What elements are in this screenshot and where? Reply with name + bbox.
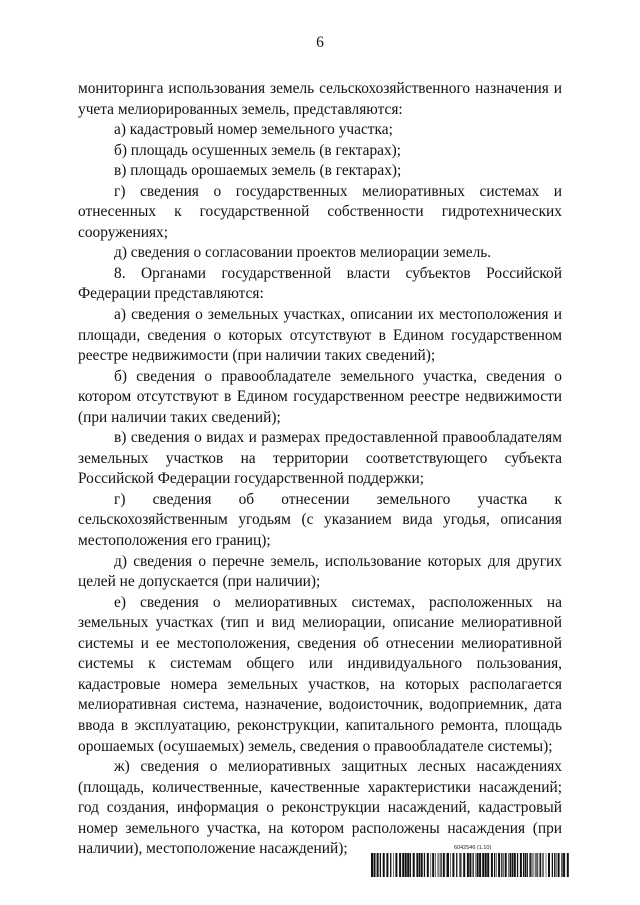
paragraph: 8. Органами государственной власти субъектов Российской Федерации представляются: bbox=[78, 264, 562, 303]
paragraph: б) сведения о правообладателе земельного участка, сведения о котором отсутствуют в Едином государственном реестре недвижимости (при наличии таких сведений); bbox=[78, 367, 562, 426]
paragraph: в) сведения о видах и размерах предоставленной правообладателям земельных участков на территории соответствующего субъекта Российской Федерации государственной поддержки; bbox=[78, 429, 562, 488]
paragraph: в) площадь орошаемых земель (в гектарах); bbox=[114, 162, 402, 180]
paragraph: д) сведения о перечне земель, использование которых для других целей не допускается (при наличии); bbox=[78, 552, 562, 591]
barcode-image bbox=[370, 853, 572, 877]
paragraph: г) сведения об отнесении земельного участка к сельскохозяйственным угодьям (с указанием вида угодья, описания местоположения его границ); bbox=[78, 490, 562, 550]
paragraph: а) кадастровый номер земельного участка; bbox=[114, 121, 393, 139]
paragraph: г) сведения о государственных мелиоративных системах и отнесенных к государственной собственности гидротехнических сооружениях; bbox=[78, 182, 562, 241]
paragraph: ж) сведения о мелиоративных защитных лесных насаждениях (площадь, количественные, качественные характеристики насаждений; год создания, информация о реконструкции насаждений, кадастровый номер земельного участка, на котором расположены насаждения (при наличии), местоположение насаждений); bbox=[78, 758, 562, 858]
paragraph: е) сведения о мелиоративных системах, расположенных на земельных участках (тип и вид мелиорации, описание мелиоративной системы и ее местоположения, сведения об отнесении мелиоративной системы к системам общего или индивидуального пользования, кадастровые номера земельных участков, на которых располагается мелиоративная система, назначение, водоисточник, водоприемник, дата ввода в эксплуатацию, реконструкции, капитального ремонта, площадь орошаемых (осушаемых) земель, сведения о правообладателе системы); bbox=[78, 593, 562, 755]
document-body bbox=[78, 79, 562, 860]
document-code: 6042546 (1.10) bbox=[454, 845, 492, 851]
paragraph: б) площадь осушенных земель (в гектарах); bbox=[114, 141, 402, 159]
page-number: 6 bbox=[316, 34, 324, 51]
paragraph: а) сведения о земельных участках, описании их местоположения и площади, сведения о которых отсутствуют в Едином государственном реестре недвижимости (при наличии таких сведений); bbox=[78, 306, 562, 365]
paragraph: д) сведения о согласовании проектов мелиорации земель. bbox=[114, 244, 492, 262]
paragraph: мониторинга использования земель сельскохозяйственного назначения и учета мелиорированных земель, представляются: bbox=[78, 80, 562, 118]
